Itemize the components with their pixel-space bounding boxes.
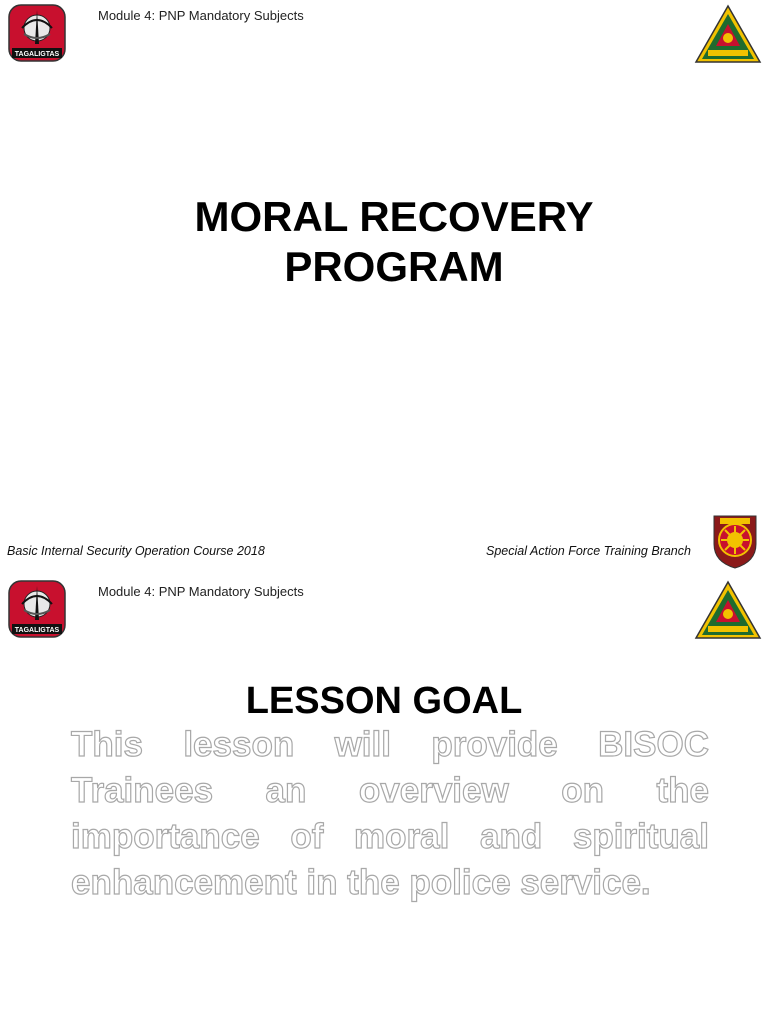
module-label: Module 4: PNP Mandatory Subjects xyxy=(98,8,304,23)
slide-lesson-goal xyxy=(0,576,768,1024)
title-line: PROGRAM xyxy=(284,243,504,290)
branch-footer: Special Action Force Training Branch xyxy=(486,544,691,558)
module-label: Module 4: PNP Mandatory Subjects xyxy=(98,584,304,599)
training-triangle-logo-icon xyxy=(694,580,762,640)
course-footer: Basic Internal Security Operation Course 2018 xyxy=(7,544,265,558)
lesson-goal-body: This lesson will provide BISOC Trainees an overview on the importance of moral and spiritual enhancement in the police service. xyxy=(71,725,709,902)
saf-tagaligtas-logo-icon xyxy=(8,4,66,62)
logo-caption: TAGALIGTAS xyxy=(14,51,60,58)
saf-tagaligtas-logo-icon xyxy=(8,580,66,638)
lesson-goal-heading: LESSON GOAL xyxy=(245,680,523,722)
slide-title-text xyxy=(0,192,768,292)
pnp-seal-icon xyxy=(710,510,760,570)
title-line: MORAL RECOVERY xyxy=(194,193,594,240)
logo-caption: TAGALIGTAS xyxy=(14,627,60,634)
training-triangle-logo-icon xyxy=(694,4,762,64)
